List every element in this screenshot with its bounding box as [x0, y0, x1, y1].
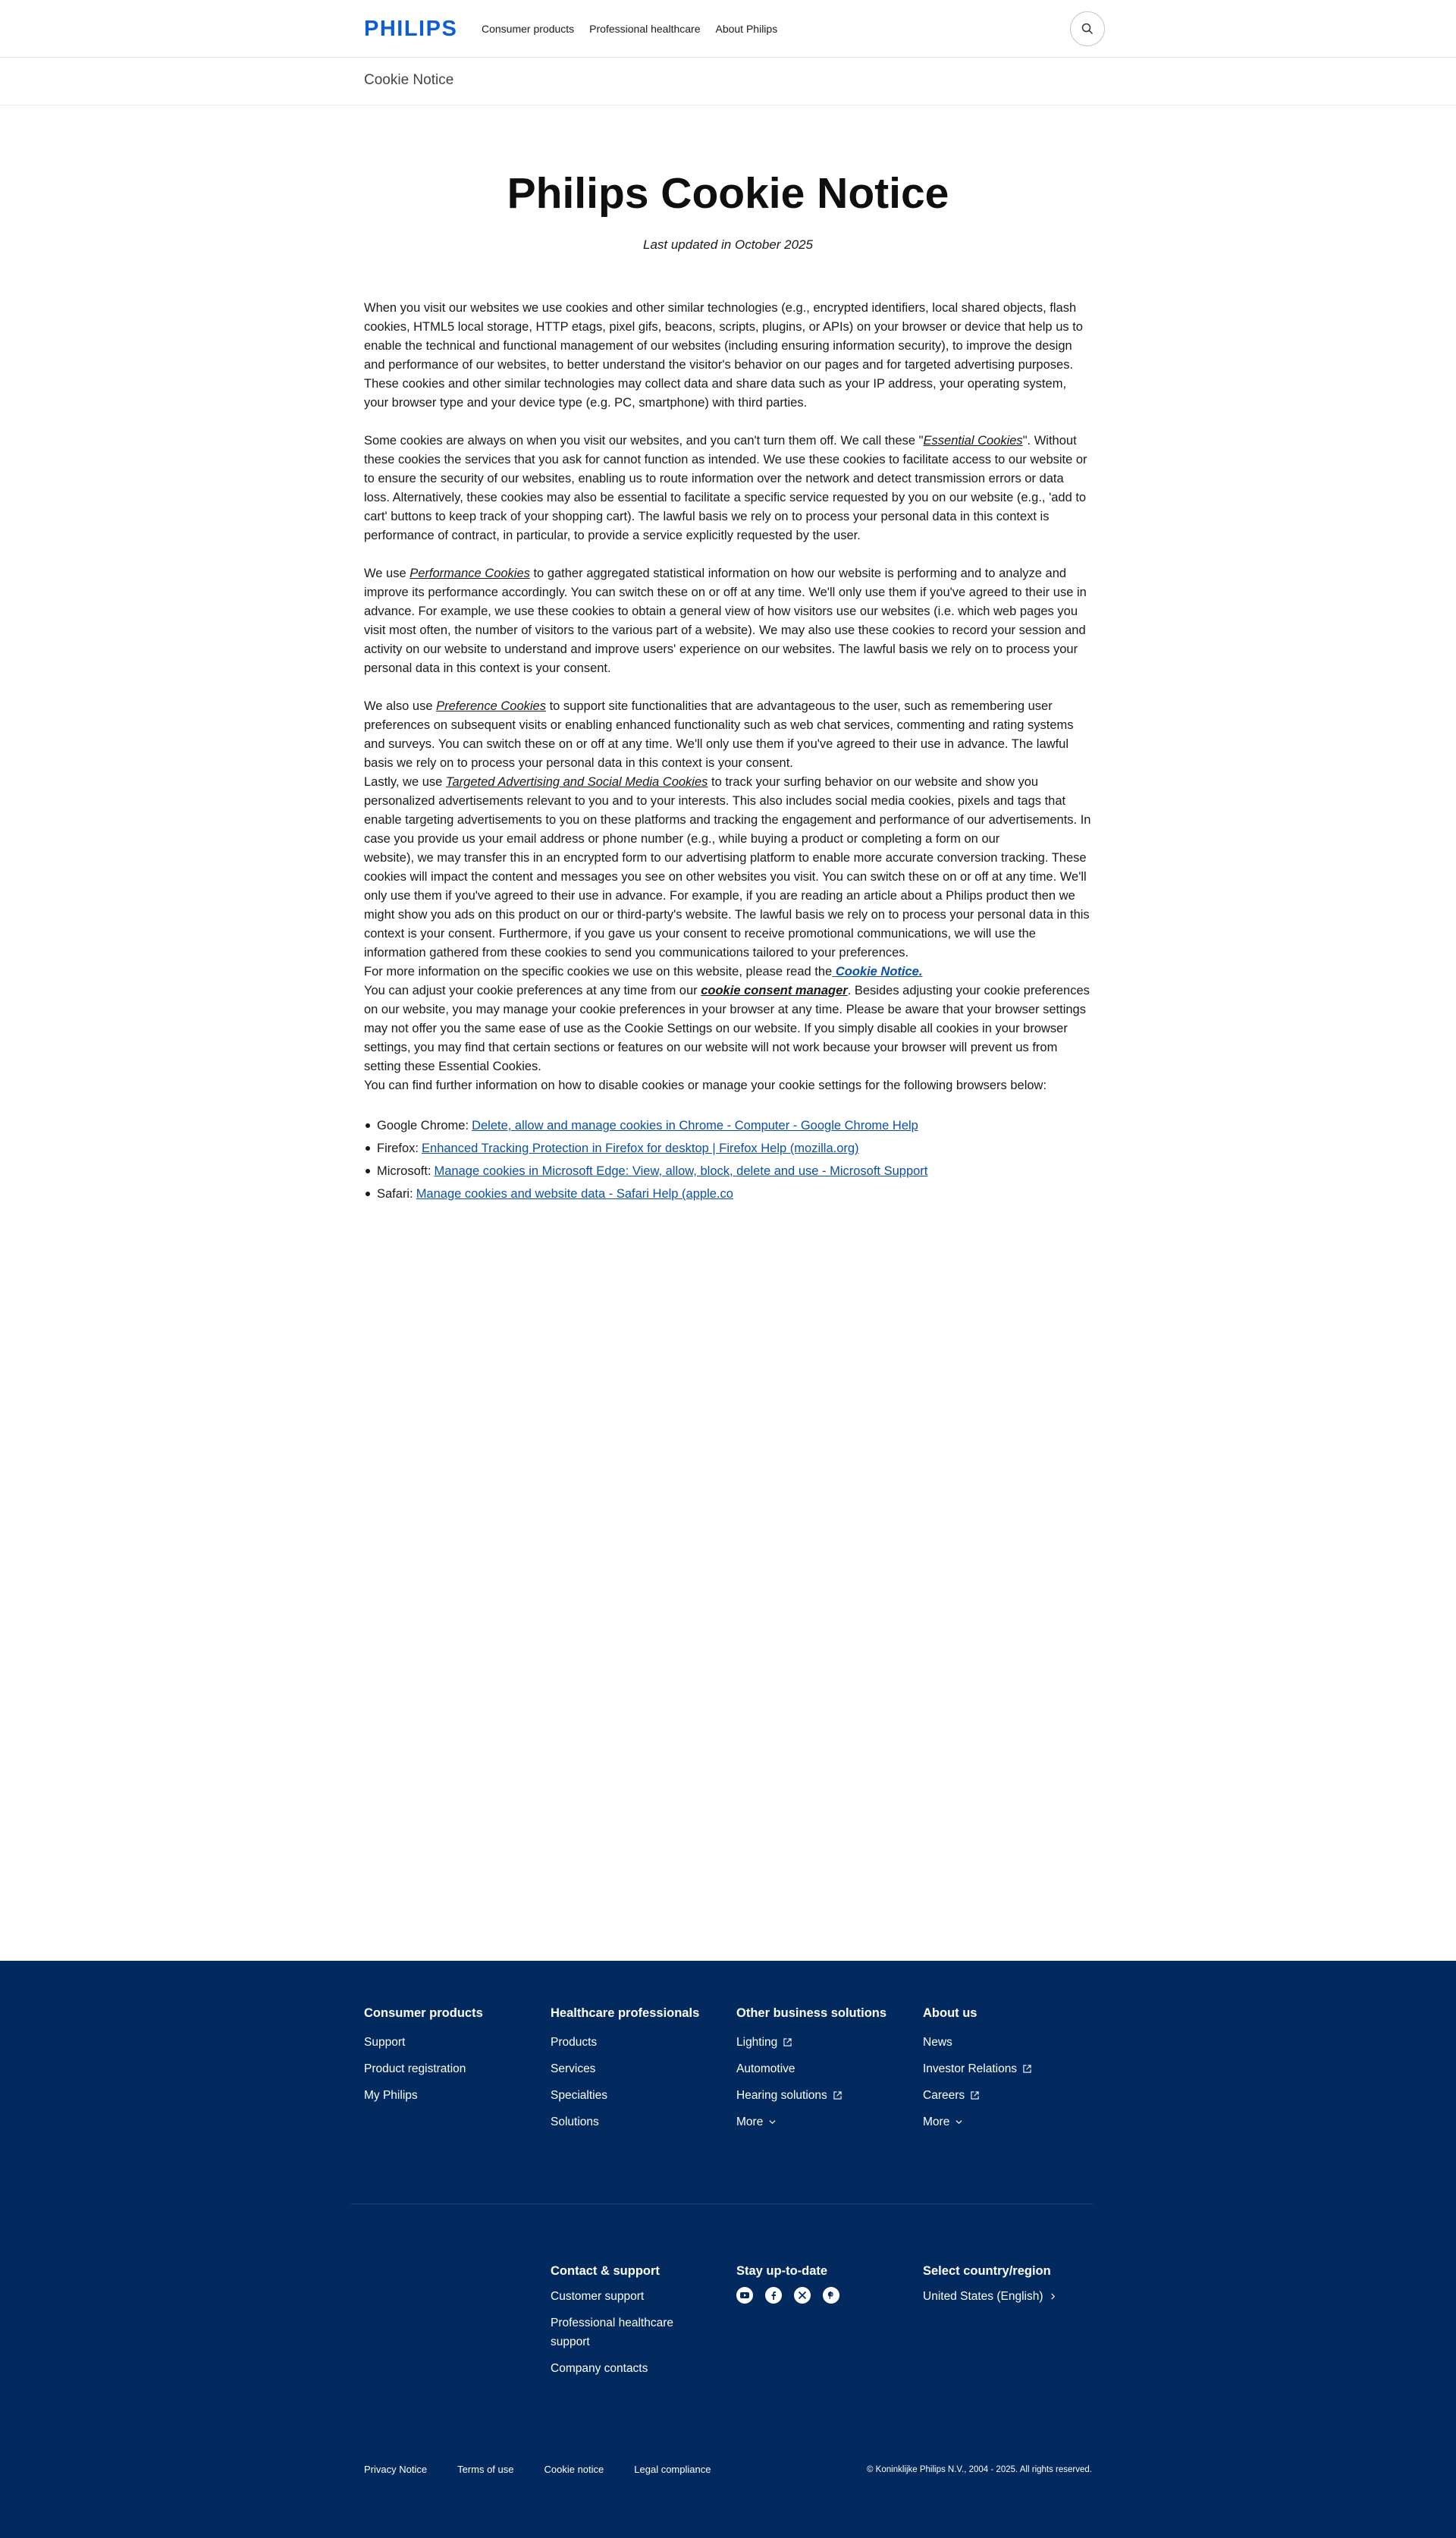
footer-link-investor-relations[interactable]	[923, 2056, 1105, 2082]
footer-link-professional-healthcare-support[interactable]	[551, 2313, 702, 2351]
link-label: Customer support	[551, 2290, 645, 2303]
footer-link-customer-support[interactable]	[551, 2287, 702, 2306]
footer-col-title: Stay up-to-date	[736, 2264, 828, 2278]
facebook-icon[interactable]	[765, 2287, 782, 2304]
link-label: Professional healthcare support	[551, 2317, 673, 2348]
link-label: Hearing solutions	[736, 2089, 827, 2102]
footer-col-title: Healthcare professionals	[551, 2006, 700, 2020]
link-label: My Philips	[364, 2089, 418, 2102]
cookie-consent-manager-link[interactable]: cookie consent manager	[701, 984, 848, 997]
firefox-cookies-link[interactable]: Enhanced Tracking Protection in Firefox for desktop | Firefox Help (mozilla.org)	[422, 1142, 859, 1155]
footer-stay-up-to-date	[736, 2264, 918, 2304]
text: You can adjust your cookie preferences at any time from our	[364, 984, 701, 997]
link-label: Company contacts	[551, 2362, 648, 2375]
link-label: Products	[551, 2036, 598, 2049]
text: For more information on the specific cookies we use on this website, please read the	[364, 965, 833, 978]
footer-contact-support	[551, 2264, 702, 2386]
footer-link-company-contacts[interactable]	[551, 2359, 702, 2378]
bullet	[366, 1192, 370, 1196]
external-link-icon	[971, 2091, 979, 2100]
footer-col-other-business-solutions	[736, 2006, 918, 2135]
browser-info-paragraph: You can find further information on how to disable cookies or manage your cookie settings for the following browsers below:	[364, 1079, 1047, 1092]
performance-cookies-paragraph	[364, 564, 1092, 678]
philips-logo[interactable]: PHILIPS	[364, 17, 458, 41]
footer-link-news[interactable]	[923, 2029, 1105, 2056]
text: to track your surfing behavior on our website and show you personalized advertisements relevant to you and to your interests. This also includes social media cookies, pixels and tags that enable targeting advertisements to you on these platforms and tracking the engagement and performance of our advertisements. In case you provide us your email address or phone number (e.g., while buying a product or completing a form on our	[364, 775, 1091, 846]
link-label: Careers	[923, 2089, 965, 2102]
footer-col-title: Select country/region	[923, 2264, 1051, 2278]
footer-col-healthcare-professionals	[551, 2006, 733, 2135]
intro-paragraph: When you visit our websites we use cookies and other similar technologies (e.g., encrypted identifiers, local shared objects, flash cookies, HTML5 local storage, HTTP etags, pixel gifs, beacons, scripts, plugins, or APIs) on your browser or device that help us to enable the technical and functional management of our websites (including ensuring information security), to improve the design and performance of our websites, to better understand the visitor's behavior on our pages and for targeted advertising purposes. These cookies and other similar technologies may collect data and share data such as your IP address, your operating system, your browser type and your device type (e.g. PC, smartphone) with third parties.	[364, 301, 1083, 410]
youtube-icon[interactable]	[736, 2287, 753, 2304]
footer-legal-links	[364, 2464, 711, 2475]
footer-link-product-registration[interactable]	[364, 2056, 546, 2082]
footer-col-title: Consumer products	[364, 2006, 483, 2020]
country-select[interactable]	[923, 2287, 1105, 2306]
footer-col-title: Contact & support	[551, 2264, 660, 2278]
link-label: More	[923, 2116, 950, 2128]
external-link-icon	[1023, 2065, 1031, 2073]
privacy-notice-link[interactable]: Privacy Notice	[364, 2464, 428, 2475]
footer-link-lighting[interactable]	[736, 2029, 918, 2056]
list-item	[364, 1160, 1092, 1183]
top-navigation	[0, 0, 1456, 58]
footer-link-solutions[interactable]	[551, 2109, 733, 2135]
preference-cookies-paragraph	[364, 697, 1092, 773]
link-label: Specialties	[551, 2089, 607, 2102]
x-icon[interactable]	[794, 2287, 811, 2304]
link-label: Lighting	[736, 2036, 778, 2049]
text: Lastly, we use	[364, 775, 446, 789]
advertising-cookies-paragraph-continued: website), we may transfer this in an encrypted form to our advertising platform to enable more accurate conversion tracking. These cookies will impact the content and messages you see on other websites you visit. You can switch these on or off at any time. We'll only use them if you've agreed to their use in advance. For example, if you are reading an article about a Philips product then we might show you ads on this product on our or third-party's website. The lawful basis we rely on to process your personal data in this context is your consent. Furthermore, if you gave us your consent to receive promotional communications, we will use the information gathered from these cookies to send you communications tailored to your preferences.	[364, 851, 1090, 960]
browser-list	[364, 1114, 1092, 1205]
legal-compliance-link[interactable]: Legal compliance	[634, 2464, 711, 2475]
link-label: Solutions	[551, 2116, 599, 2128]
link-label: Investor Relations	[923, 2062, 1018, 2075]
browser-name: Google Chrome:	[377, 1119, 469, 1132]
bullet	[366, 1169, 370, 1173]
bullet	[366, 1123, 370, 1128]
edge-cookies-link[interactable]: Manage cookies in Microsoft Edge: View, allow, block, delete and use - Microsoft Support	[434, 1164, 928, 1178]
essential-cookies-paragraph	[364, 432, 1092, 545]
cookie-notice-paragraph	[364, 963, 1092, 982]
browser-name: Safari:	[377, 1187, 413, 1201]
list-item	[364, 1183, 1092, 1205]
link-label: Support	[364, 2036, 406, 2049]
external-link-icon	[833, 2091, 842, 2100]
chrome-cookies-link[interactable]: Delete, allow and manage cookies in Chrome - Computer - Google Chrome Help	[472, 1119, 918, 1132]
site-footer	[0, 1961, 1456, 2538]
advertising-cookies-link[interactable]: Targeted Advertising and Social Media Cookies	[445, 775, 708, 789]
chevron-down-icon	[769, 2119, 776, 2125]
terms-of-use-link[interactable]: Terms of use	[457, 2464, 514, 2475]
footer-divider	[351, 2203, 1093, 2204]
footer-col-about-us	[923, 2006, 1105, 2135]
cookie-notice-link[interactable]: Cookie Notice.	[832, 965, 923, 978]
footer-link-support[interactable]	[364, 2029, 546, 2056]
advertising-cookies-paragraph	[364, 773, 1092, 849]
chevron-down-icon	[956, 2119, 962, 2125]
footer-col-consumer-products	[364, 2006, 546, 2109]
list-item	[364, 1114, 1092, 1137]
browser-name: Microsoft:	[377, 1164, 431, 1178]
performance-cookies-link[interactable]: Performance Cookies	[410, 567, 530, 580]
cookie-notice-footer-link[interactable]: Cookie notice	[544, 2464, 604, 2475]
search-button[interactable]	[1070, 11, 1105, 46]
external-link-icon	[783, 2038, 792, 2046]
footer-link-my-philips[interactable]	[364, 2082, 546, 2109]
main-nav	[482, 23, 777, 35]
footer-link-careers[interactable]	[923, 2082, 1105, 2109]
footer-link-specialties[interactable]	[551, 2082, 733, 2109]
link-label: Services	[551, 2062, 596, 2075]
link-label: News	[923, 2036, 952, 2049]
main-content	[364, 161, 1092, 1205]
nav-consumer-products[interactable]: Consumer products	[482, 23, 575, 35]
footer-link-automotive[interactable]	[736, 2056, 918, 2082]
text: . Besides adjusting your cookie preferences on our website, you may manage your cookie preferences in your browser at any time. Please be aware that your browser settings may not offer you the same ease of use as the Cookie Settings on our website. If you simply disable all cookies in your browser settings, you may find that certain sections or features on our website will not work because your browser will prevent us from setting these Essential Cookies.	[364, 984, 1090, 1073]
footer-link-more[interactable]	[736, 2109, 918, 2135]
footer-link-more[interactable]	[923, 2109, 1105, 2135]
copyright-text: © Koninklijke Philips N.V., 2004 - 2025. All rights reserved.	[867, 2465, 1092, 2474]
essential-cookies-link[interactable]: Essential Cookies	[923, 434, 1023, 448]
nav-professional-healthcare[interactable]: Professional healthcare	[589, 23, 701, 35]
text: ". Without these cookies the services that you ask for cannot function as intended. We use these cookies to facilitate access to our website or to ensure the security of our websites, enabling us to route information over the network and detect transmission errors or data loss. Alternatively, these cookies may also be essential to facilitate a specific service requested by you on our website (e.g., 'add to cart' buttons to keep track of your shopping cart). The lawful basis we rely on to process your personal data in this context is performance of contract, in particular, to provide a service explicitly requested by the user.	[364, 434, 1087, 542]
pinterest-glyph	[826, 2290, 836, 2301]
nav-about-philips[interactable]: About Philips	[715, 23, 778, 35]
list-item	[364, 1137, 1092, 1160]
consent-manager-paragraph	[364, 982, 1092, 1076]
link-label: Automotive	[736, 2062, 795, 2075]
text: We also use	[364, 699, 437, 713]
page-title: Philips Cookie Notice	[507, 169, 949, 218]
facebook-glyph	[768, 2290, 779, 2301]
page-subtitle: Cookie Notice	[364, 72, 454, 88]
footer-link-products[interactable]	[551, 2029, 733, 2056]
safari-cookies-link[interactable]: Manage cookies and website data - Safari Help (apple.co	[416, 1187, 733, 1201]
search-icon	[1081, 23, 1094, 35]
youtube-glyph	[739, 2290, 750, 2301]
preference-cookies-link[interactable]: Preference Cookies	[436, 699, 546, 713]
chevron-right-icon	[1050, 2293, 1056, 2300]
footer-link-services[interactable]	[551, 2056, 733, 2082]
footer-country-selector	[923, 2264, 1105, 2313]
page-subheader	[0, 58, 1456, 105]
x-glyph	[798, 2291, 807, 2300]
country-value: United States (English)	[923, 2290, 1043, 2303]
bullet	[366, 1146, 370, 1151]
link-label: Product registration	[364, 2062, 466, 2075]
text: Some cookies are always on when you visit our websites, and you can't turn them off. We call these "	[364, 434, 924, 448]
text: to gather aggregated statistical information on how our website is performing and to analyze and improve its performance accordingly. You can switch these on or off at any time. We'll only use them if you've agreed to their use in advance. For example, we use these cookies to obtain a general view of how visitors use our websites (i.e. which web pages you visit most often, the number of visitors to the various part of a website). We may also use these cookies to record your session and activity on our website to understand and improve users' experience on our websites. The lawful basis we rely on to process your personal data in this context is your consent.	[364, 567, 1087, 675]
text: to support site functionalities that are advantageous to the user, such as remembering user preferences on subsequent visits or enabling enhanced functionality such as web chat services, commenting and rating systems and surveys. You can switch these on or off at any time. We'll only use them if you've agreed to their use in advance. The lawful basis we rely on to process your personal data in this context is your consent.	[364, 699, 1074, 770]
social-links	[736, 2287, 918, 2304]
last-updated: Last updated in October 2025	[643, 237, 813, 252]
footer-col-title: About us	[923, 2006, 977, 2020]
browser-name: Firefox:	[377, 1142, 419, 1155]
footer-link-hearing-solutions[interactable]	[736, 2082, 918, 2109]
text: We use	[364, 567, 410, 580]
footer-col-title: Other business solutions	[736, 2006, 887, 2020]
link-label: More	[736, 2116, 764, 2128]
pinterest-icon[interactable]	[823, 2287, 839, 2304]
